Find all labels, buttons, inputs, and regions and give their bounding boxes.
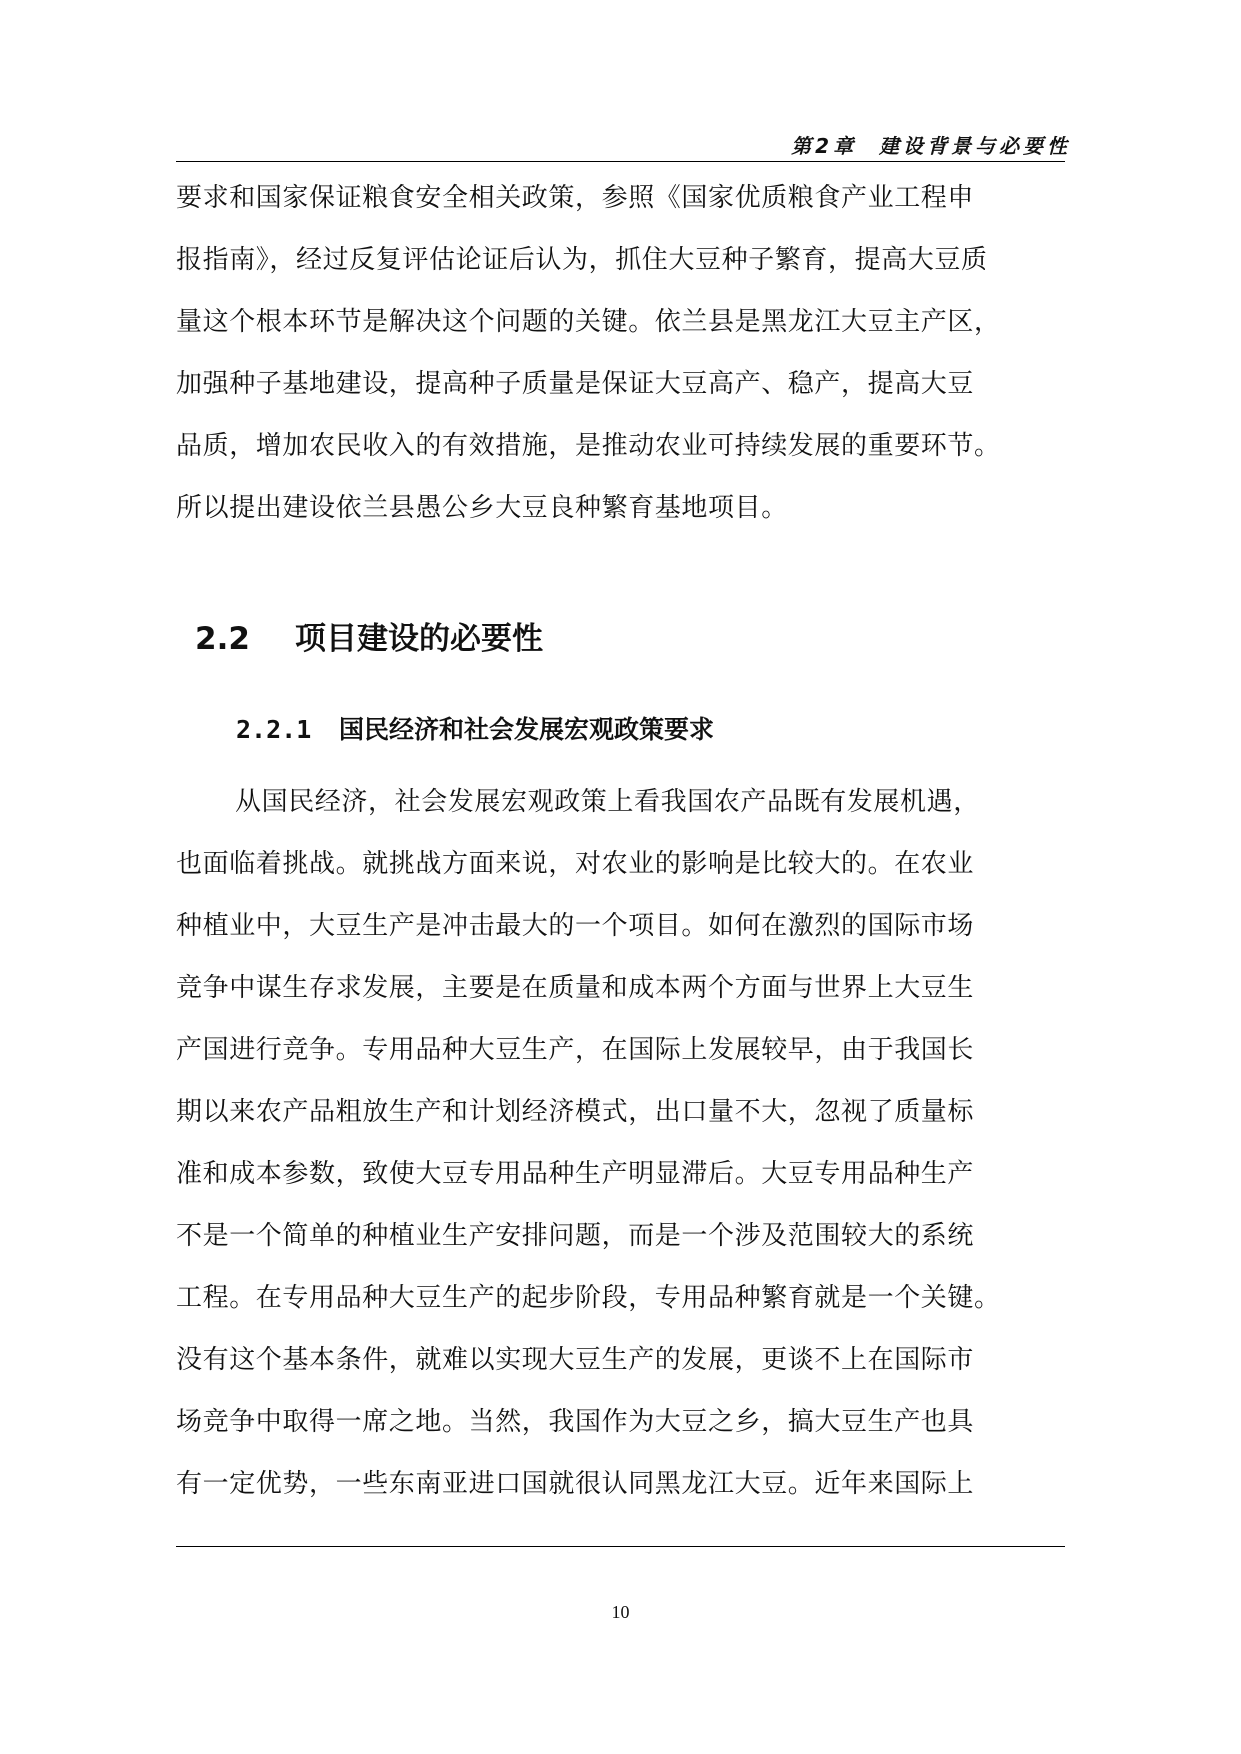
text-line: 场竞争中取得一席之地。当然，我国作为大豆之乡，搞大豆生产也具 (176, 1407, 975, 1437)
text-line: 品质，增加农民收入的有效措施，是推动农业可持续发展的重要环节。 (176, 431, 1001, 461)
subsection-title: 国民经济和社会发展宏观政策要求 (339, 715, 715, 744)
header-rule (176, 161, 1065, 162)
section-number: 2.2 (195, 621, 250, 657)
text-line: 量这个根本环节是解决这个问题的关键。依兰县是黑龙江大豆主产区， (176, 307, 1001, 337)
page-number: 10 (611, 1602, 630, 1622)
text-line: 准和成本参数，致使大豆专用品种生产明显滞后。大豆专用品种生产 (176, 1159, 975, 1189)
text-line: 没有这个基本条件，就难以实现大豆生产的发展，更谈不上在国际市 (176, 1345, 975, 1375)
section-title: 项目建设的必要性 (295, 621, 543, 657)
text-line: 不是一个简单的种植业生产安排问题，而是一个涉及范围较大的系统 (176, 1221, 975, 1251)
text-line: 种植业中，大豆生产是冲击最大的一个项目。如何在激烈的国际市场 (176, 911, 975, 941)
text-line: 工程。在专用品种大豆生产的起步阶段，专用品种繁育就是一个关键。 (176, 1283, 1001, 1313)
text-line: 报指南》，经过反复评估论证后认为，抓住大豆种子繁育，提高大豆质 (176, 245, 988, 275)
text-line: 也面临着挑战。就挑战方面来说，对农业的影响是比较大的。在农业 (176, 849, 975, 879)
text-line: 要求和国家保证粮食安全相关政策，参照《国家优质粮食产业工程申 (176, 183, 975, 213)
text-line: 有一定优势，一些东南亚进口国就很认同黑龙江大豆。近年来国际上 (176, 1469, 975, 1499)
text-line: 所以提出建设依兰县愚公乡大豆良种繁育基地项目。 (176, 493, 788, 523)
running-header: 第2章 建设背景与必要性 (791, 134, 1071, 158)
subsection-heading (236, 710, 714, 746)
subsection-number: 2.2.1 (236, 715, 312, 744)
section-heading (195, 613, 543, 658)
text-line: 产国进行竞争。专用品种大豆生产，在国际上发展较早，由于我国长 (176, 1035, 975, 1065)
text-line: 加强种子基地建设，提高种子质量是保证大豆高产、稳产，提高大豆 (176, 369, 975, 399)
footer-rule (176, 1546, 1065, 1547)
text-line: 从国民经济，社会发展宏观政策上看我国农产品既有发展机遇， (235, 787, 980, 817)
text-line: 竞争中谋生存求发展，主要是在质量和成本两个方面与世界上大豆生 (176, 973, 975, 1003)
text-line: 期以来农产品粗放生产和计划经济模式，出口量不大，忽视了质量标 (176, 1097, 975, 1127)
